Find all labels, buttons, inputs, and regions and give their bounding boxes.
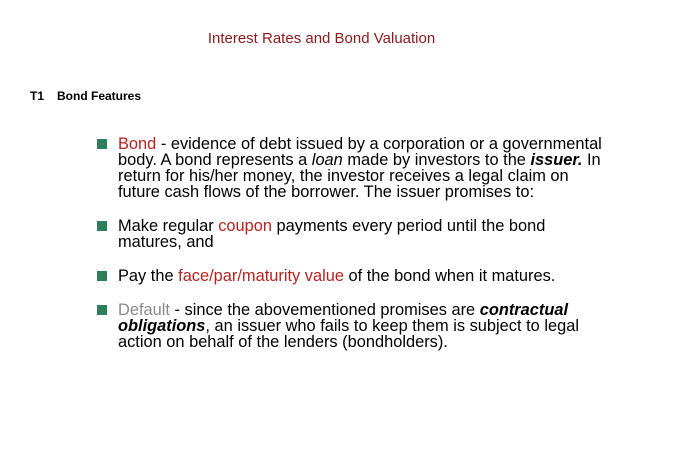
term-coupon: coupon bbox=[218, 217, 272, 235]
coupon-text-a: Make regular bbox=[118, 217, 219, 235]
emph-issuer: issuer. bbox=[530, 151, 583, 169]
bullet-coupon bbox=[97, 218, 607, 250]
emph-contractual-obligations: contractual obligations bbox=[118, 301, 569, 335]
bullet-list bbox=[97, 136, 607, 368]
bond-text-c: In return for his/her money, the investor receives a legal claim on future cash flows of the borrower. The issuer promises to: bbox=[118, 151, 601, 201]
term-face-value: face/par/maturity value bbox=[178, 267, 344, 285]
page-title: Interest Rates and Bond Valuation bbox=[207, 30, 436, 47]
section-title: Bond Features bbox=[57, 89, 142, 103]
bullet-default bbox=[97, 302, 607, 350]
square-bullet-icon bbox=[97, 139, 107, 149]
term-bond: Bond bbox=[118, 135, 157, 153]
face-text-a: Pay the bbox=[118, 267, 179, 285]
default-text-a: - since the abovementioned promises are bbox=[169, 301, 480, 319]
bullet-face-value bbox=[97, 268, 607, 284]
bullet-bond bbox=[97, 136, 607, 200]
square-bullet-icon bbox=[97, 271, 107, 281]
face-text-b: of the bond when it matures. bbox=[343, 267, 556, 285]
default-text-b: , an issuer who fails to keep them is subject to legal action on behalf of the lenders (bondholders). bbox=[118, 317, 579, 351]
section-heading bbox=[30, 89, 141, 103]
coupon-text-b: payments every period until the bond matures, and bbox=[118, 217, 546, 251]
square-bullet-icon bbox=[97, 221, 107, 231]
section-number: T1 bbox=[30, 89, 45, 103]
term-default: Default bbox=[118, 301, 170, 319]
square-bullet-icon bbox=[97, 305, 107, 315]
emph-loan: loan bbox=[311, 151, 343, 169]
bond-text-a: - evidence of debt issued by a corporation or a governmental body. A bond represents a bbox=[118, 135, 602, 169]
bond-text-b: made by investors to the bbox=[342, 151, 531, 169]
